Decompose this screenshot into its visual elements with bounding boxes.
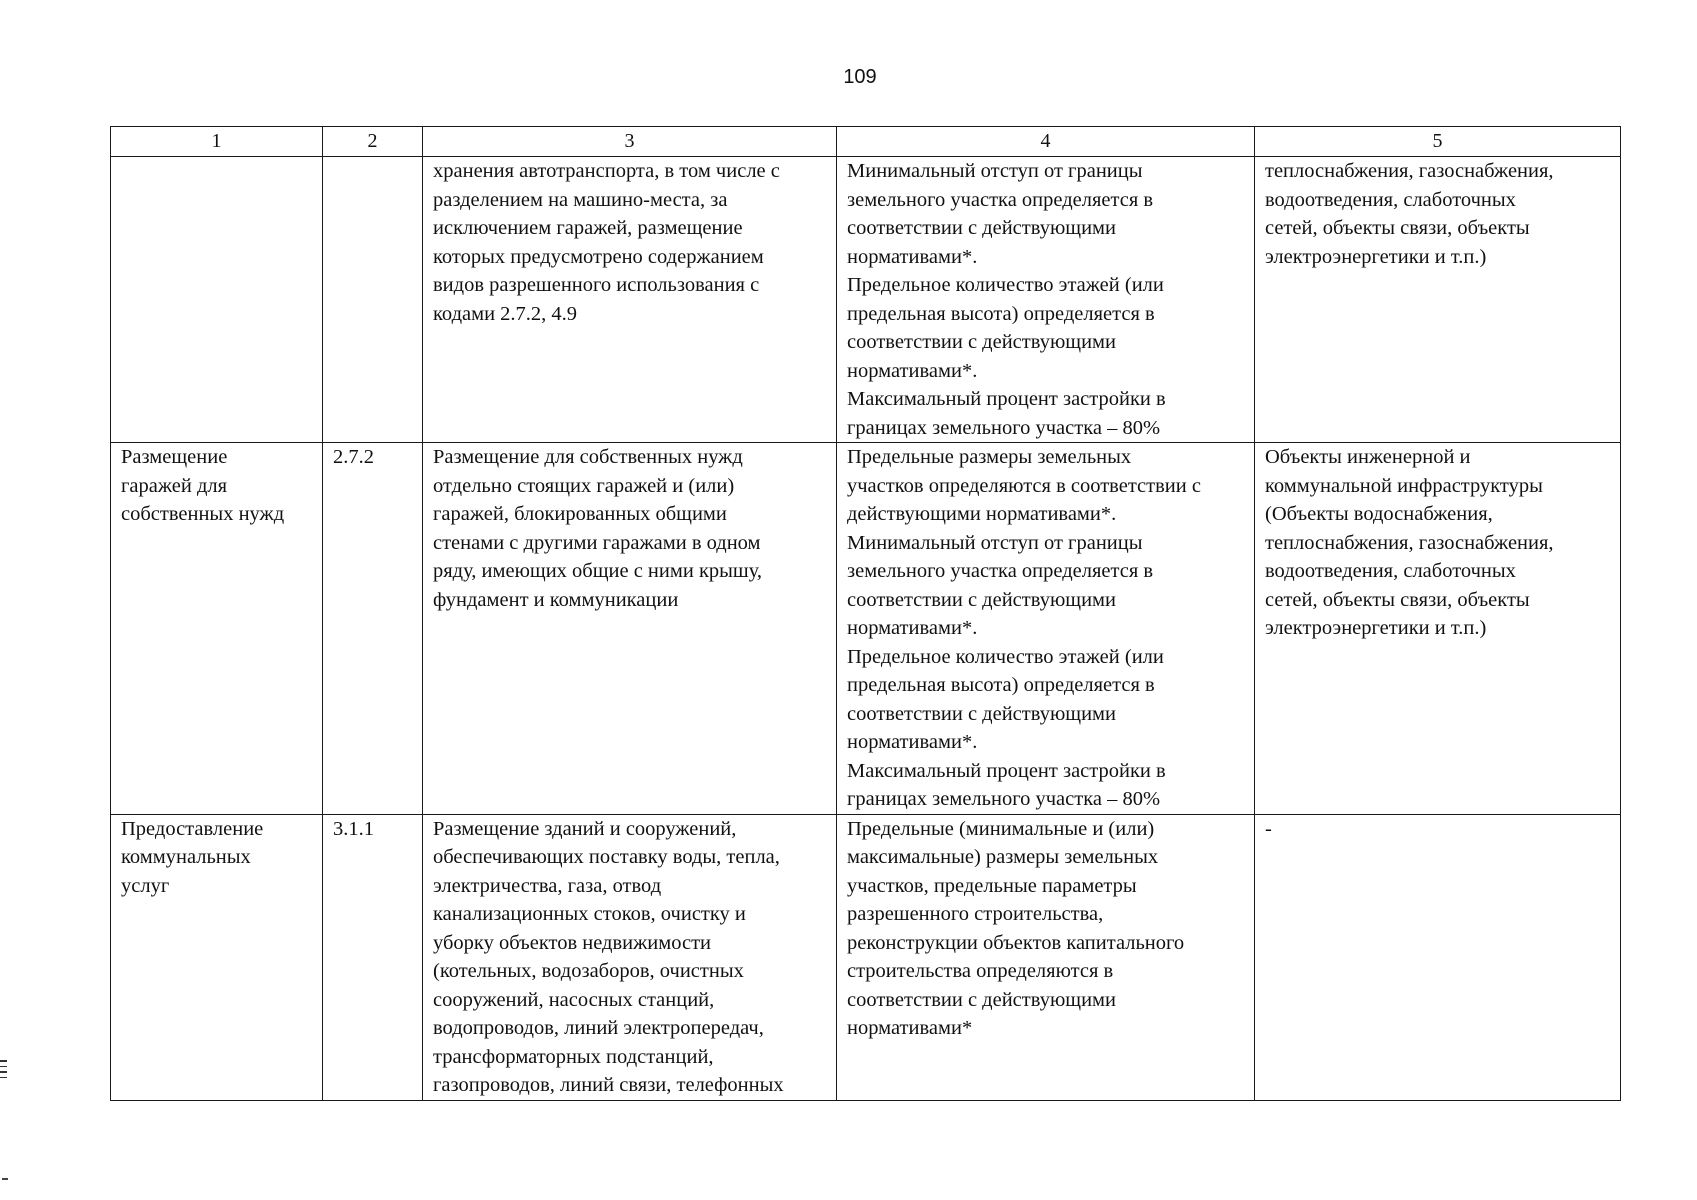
column-header-1: 1 [111,127,323,157]
use-description-text: хранения автотранспорта, в том числе с разделением на машино-места, за исключением гаражей, размещение которых предусмотрено содержанием видов разрешенного использования с кодами 2.7.2, 4.9 [433,160,780,325]
margin-dash [2,1178,8,1180]
auxiliary-use-text: теплоснабжения, газоснабжения, водоотведения, слаботочных сетей, объекты связи, объекты электроэнергетики и т.п.) [1265,160,1554,268]
auxiliary-use-cell [1255,157,1621,443]
use-code-text: 3.1.1 [333,817,374,840]
use-name-cell [111,157,323,443]
parameters-text: Предельные (минимальные и (или) максимальные) размеры земельных участков, предельные параметры разрешенного строительства, реконструкции объектов капитального строительства определяются в соответствии с действующими нормативами* [847,817,1185,1039]
page-number: 109 [843,66,877,88]
use-name-cell [111,443,323,815]
margin-tick [0,1066,7,1068]
auxiliary-use-text: Объекты инженерной и коммунальной инфраструктуры (Объекты водоснабжения, теплоснабжения, газоснабжения, водоотведения, слаботочных сетей, объекты связи, объекты электроэнергетики и т.п.) [1265,446,1554,639]
parameters-text: Минимальный отступ от границы земельного участка определяется в соответствии с действующими нормативами*. Предельное количество этажей (или предельная высота) определяется в соответствии с действующими нормативами*. Максимальный процент застройки в границах земельного участка – 80% [847,160,1166,439]
margin-tick [0,1071,7,1073]
parameters-cell [837,157,1255,443]
auxiliary-use-cell [1255,814,1621,1100]
land-use-table [110,126,1621,1101]
column-header-3: 3 [423,127,837,157]
parameters-text: Предельные размеры земельных участков определяются в соответствии с действующими нормативами*. Минимальный отступ от границы земельного участка определяется в соответствии с действующими нормативами*. Предельное количество этажей (или предельная высота) определяется в соответствии с действующими нормативами*. Максимальный процент застройки в границах земельного участка – 80% [847,446,1201,810]
binding-margin-marks [0,1060,8,1082]
margin-tick [0,1060,7,1062]
column-header-4: 4 [837,127,1255,157]
use-description-text: Размещение зданий и сооружений, обеспечивающих поставку воды, тепла, электричества, газа, отвод канализационных стоков, очистку и уборку объектов недвижимости (котельных, водозаборов, очистных сооружений, насосных станций, водопроводов, линий электропередач, трансформаторных подстанций, газопроводов, линий связи, телефонных [433,817,784,1096]
use-code-cell [323,814,423,1100]
use-name-text: Размещение гаражей для собственных нужд [121,446,285,525]
table-row [111,443,1621,815]
auxiliary-use-text: - [1265,817,1272,840]
column-header-5: 5 [1255,127,1621,157]
auxiliary-use-cell [1255,443,1621,815]
use-description-cell [423,443,837,815]
parameters-cell [837,443,1255,815]
table-row [111,814,1621,1100]
use-code-cell [323,157,423,443]
column-header-2: 2 [323,127,423,157]
use-name-cell [111,814,323,1100]
column-number-row [111,127,1621,157]
use-description-cell [423,814,837,1100]
use-description-text: Размещение для собственных нужд отдельно стоящих гаражей и (или) гаражей, блокированных общими стенами с другими гаражами в одном ряду, имеющих общие с ними крышу, фундамент и коммуникации [433,446,763,611]
use-name-text: Предоставление коммунальных услуг [121,817,264,897]
parameters-cell [837,814,1255,1100]
margin-tick [0,1077,7,1079]
use-description-cell [423,157,837,443]
use-code-text: 2.7.2 [333,446,374,468]
use-code-cell [323,443,423,815]
table-row [111,157,1621,443]
